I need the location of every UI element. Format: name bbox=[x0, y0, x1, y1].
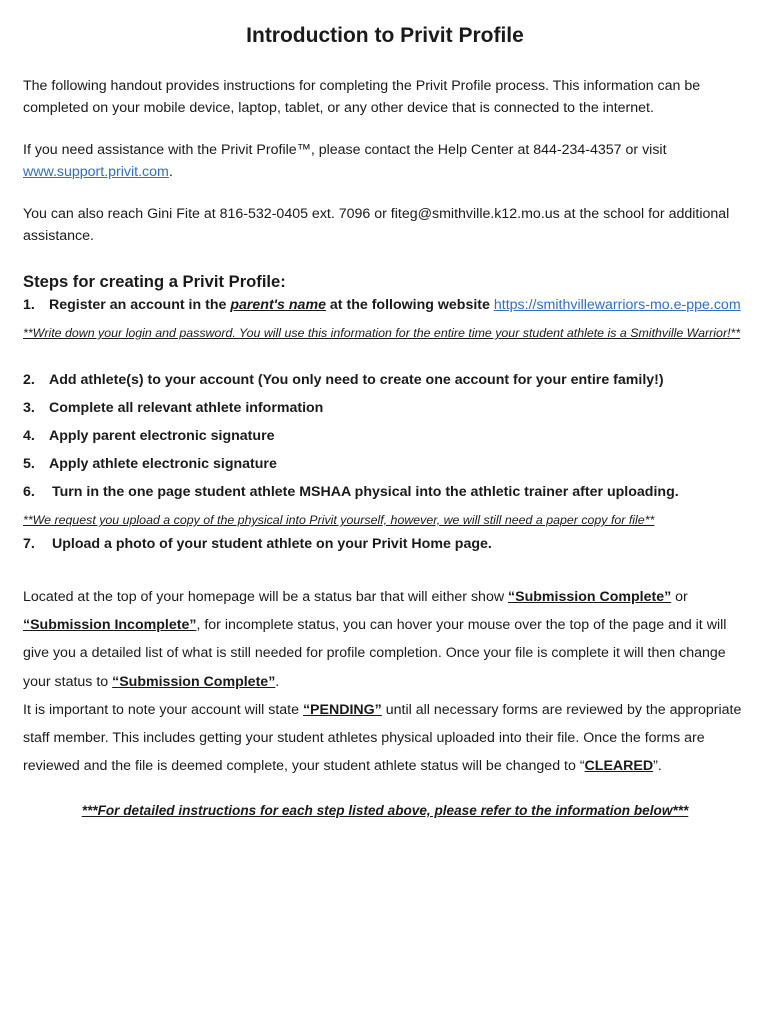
status-text: or bbox=[671, 589, 688, 605]
step-text: Upload a photo of your student athlete on your Privit Home page. bbox=[52, 536, 492, 552]
status-text: . bbox=[657, 758, 662, 775]
step-5 bbox=[23, 456, 748, 472]
help-text: If you need assistance with the Privit Profile™, please contact the Help Center at 844-234-4357 or visit bbox=[23, 142, 667, 158]
steps-heading: Steps for creating a Privit Profile: bbox=[23, 272, 286, 291]
step-number: 5. bbox=[23, 456, 35, 472]
step-number: 2. bbox=[23, 372, 35, 388]
step-3 bbox=[23, 400, 748, 416]
submission-complete-label: “Submission Complete” bbox=[508, 589, 672, 605]
step-number: 1. bbox=[23, 297, 35, 313]
step-text: Register an account in the bbox=[49, 297, 231, 313]
step-text: Complete all relevant athlete information bbox=[49, 400, 324, 416]
login-note: **Write down your login and password. You will use this information for the entire time your student athlete is a Smithville Warrior!** bbox=[23, 326, 741, 340]
step-text: Apply athlete electronic signature bbox=[49, 456, 277, 472]
step-6 bbox=[23, 484, 748, 500]
submission-complete-label: “Submission Complete” bbox=[112, 673, 276, 690]
support-link[interactable]: www.support.privit.com bbox=[23, 163, 169, 180]
intro-paragraph: The following handout provides instructions for completing the Privit Profile process. This information can be completed on your mobile device, laptop, tablet, or any other device that is connected to the internet. bbox=[23, 78, 701, 116]
page-title: Introduction to Privit Profile bbox=[246, 24, 524, 47]
detailed-instructions-note: ***For detailed instructions for each step listed above, please refer to the information below*** bbox=[81, 803, 689, 818]
step-2 bbox=[23, 372, 748, 388]
physical-note: **We request you upload a copy of the physical into Privit yourself, however, we will still need a paper copy for file** bbox=[23, 513, 655, 527]
help-paragraph bbox=[23, 140, 748, 183]
help-text-end: . bbox=[168, 163, 173, 180]
parent-name-emphasis: parent's name bbox=[230, 297, 326, 313]
status-text: . bbox=[275, 673, 280, 690]
quote-open: “ bbox=[579, 758, 585, 775]
step-number: 6. bbox=[23, 484, 35, 500]
registration-link[interactable]: https://smithvillewarriors-mo.e-ppe.com bbox=[493, 297, 741, 313]
status-text: Located at the top of your homepage will be a status bar that will either show bbox=[23, 589, 509, 605]
submission-incomplete-label: “Submission Incomplete” bbox=[23, 617, 197, 634]
step-text: Apply parent electronic signature bbox=[49, 428, 275, 444]
step-text: Add athlete(s) to your account (You only need to create one account for your entire family!) bbox=[49, 372, 664, 388]
step-1 bbox=[23, 297, 748, 313]
status-paragraph bbox=[23, 583, 753, 780]
pending-text: until all necessary forms are reviewed by the appropriate staff member. This includes getting your student athletes physical uploaded into their file. Once the forms are reviewed and the file is deemed complete, your student athlete status will be changed to bbox=[23, 701, 742, 775]
pending-label: “PENDING” bbox=[302, 701, 382, 718]
contact-paragraph: You can also reach Gini Fite at 816-532-0405 ext. 7096 or fiteg@smithville.k12.mo.us at the school for additional assistance. bbox=[23, 206, 730, 244]
step-number: 3. bbox=[23, 400, 35, 416]
step-text-after: at the following website bbox=[325, 297, 494, 313]
step-7 bbox=[23, 536, 748, 552]
quote-close: ” bbox=[653, 758, 658, 775]
step-4 bbox=[23, 428, 748, 444]
step-number: 7. bbox=[23, 536, 35, 552]
cleared-label: CLEARED bbox=[584, 758, 654, 775]
step-text: Turn in the one page student athlete MSHAA physical into the athletic trainer after uploading. bbox=[52, 484, 679, 500]
status-text: , for incomplete status, you can hover your mouse over the top of the page and it will give you a detailed list of what is still needed for profile completion. Once your file is complete it will then change your status to bbox=[23, 617, 727, 690]
pending-text: It is important to note your account will state bbox=[23, 701, 303, 718]
step-number: 4. bbox=[23, 428, 35, 444]
